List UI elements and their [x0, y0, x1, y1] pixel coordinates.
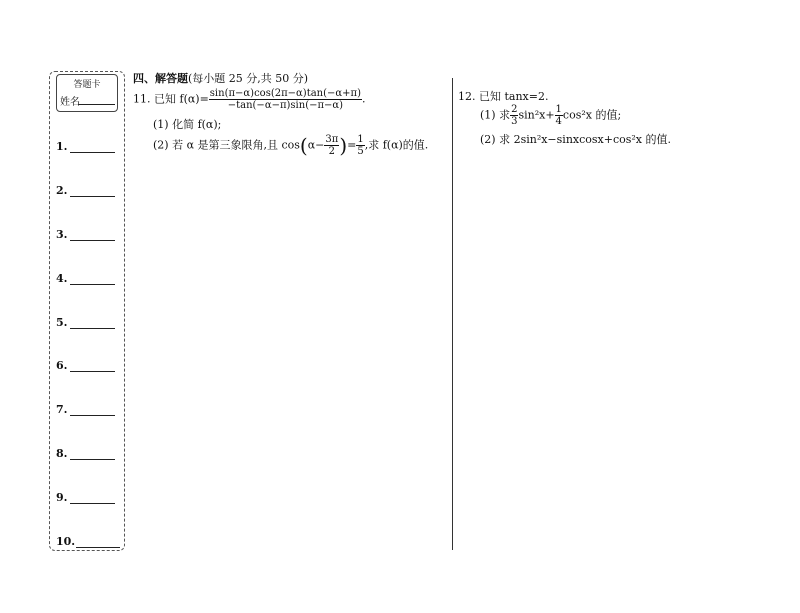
part-1-fraction-2	[555, 104, 563, 127]
answer-item-2	[56, 184, 67, 197]
section-note: (每小题 25 分,共 50 分)	[188, 72, 309, 85]
answer-item-3	[56, 228, 67, 241]
answer-blank-10[interactable]	[76, 547, 120, 548]
answer-item-number: 2.	[56, 184, 68, 197]
fraction-denominator: 4	[555, 116, 562, 127]
name-label: 姓名	[60, 97, 80, 108]
answer-blank-5[interactable]	[70, 328, 115, 329]
answer-blank-9[interactable]	[70, 503, 115, 504]
answer-item-number: 3.	[56, 228, 68, 241]
part-2-inner-text: α−	[307, 138, 325, 152]
answer-item-1	[56, 140, 67, 153]
part-2-text-a: (2) 若 α 是第三象限角,且 cos	[153, 138, 300, 152]
fraction-numerator: 3π	[325, 134, 339, 145]
question-11-lead: 已知 f(α)=	[154, 92, 209, 106]
question-11-part-1: (1) 化简 f(α);	[153, 118, 222, 131]
part-2-text-b: ,求 f(α)的值.	[364, 138, 429, 152]
section-heading-row	[133, 70, 308, 86]
answer-blank-6[interactable]	[70, 371, 115, 372]
question-11-stem	[133, 88, 366, 111]
column-divider	[452, 78, 453, 550]
fraction-numerator: sin(π−α)cos(2π−α)tan(−α+π)	[209, 88, 362, 99]
answer-item-4	[56, 272, 67, 285]
answer-item-9	[56, 491, 67, 504]
fraction-denominator: 2	[328, 146, 336, 157]
part-1-text-a: (1) 求	[480, 108, 511, 122]
answer-item-number: 9.	[56, 491, 68, 504]
answer-blank-1[interactable]	[70, 152, 115, 153]
answer-item-5	[56, 316, 67, 329]
fraction-numerator: 2	[511, 104, 518, 115]
part-1-text-b: cos²x 的值;	[562, 108, 622, 122]
name-blank[interactable]	[78, 104, 115, 105]
answer-blank-8[interactable]	[70, 459, 115, 460]
answer-item-number: 8.	[56, 447, 68, 460]
question-number: 12.	[458, 90, 476, 103]
answer-card-header	[56, 74, 118, 112]
answer-blank-4[interactable]	[70, 284, 115, 285]
question-12-stem	[458, 88, 548, 104]
part-2-value-fraction	[356, 134, 364, 157]
answer-item-number: 5.	[56, 316, 68, 329]
fraction-numerator: 1	[555, 104, 562, 115]
question-11-part-2: (2) 若 α 是第三象限角,且 cos(α− $\frac{3\pi}{2}$ )= $\frac{1}{5}$ ,求 f(α)的值.	[153, 133, 429, 158]
question-12-lead: 已知 tanx=2.	[479, 90, 549, 103]
answer-blank-7[interactable]	[70, 415, 115, 416]
answer-blank-2[interactable]	[70, 196, 115, 197]
equals-sign: =	[347, 138, 357, 152]
fraction-denominator: 5	[357, 146, 364, 157]
question-12-part-1	[480, 104, 621, 127]
part-2-inner-fraction	[324, 134, 339, 157]
fraction-denominator: 3	[511, 116, 518, 127]
question-number: 11.	[133, 92, 151, 106]
answer-item-number: 1.	[56, 140, 68, 153]
section-heading: 四、解答题	[133, 72, 188, 85]
fraction-denominator: −tan(−α−π)sin(−π−α)	[227, 100, 344, 111]
part-1-text-mid: sin²x+	[518, 108, 555, 122]
question-12-part-2: (2) 求 2sin²x−sinxcosx+cos²x 的值.	[480, 133, 671, 146]
answer-item-7	[56, 403, 67, 416]
question-11-period: .	[362, 92, 366, 106]
answer-item-number: 7.	[56, 403, 68, 416]
answer-item-number: 10.	[56, 535, 76, 548]
answer-card-title: 答题卡	[73, 80, 101, 90]
answer-blank-3[interactable]	[70, 240, 115, 241]
answer-item-10	[56, 535, 75, 548]
answer-item-8	[56, 447, 67, 460]
question-11-fraction	[209, 88, 362, 111]
answer-item-number: 4.	[56, 272, 68, 285]
fraction-numerator: 1	[357, 134, 364, 145]
answer-item-number: 6.	[56, 359, 68, 372]
answer-item-6	[56, 359, 67, 372]
